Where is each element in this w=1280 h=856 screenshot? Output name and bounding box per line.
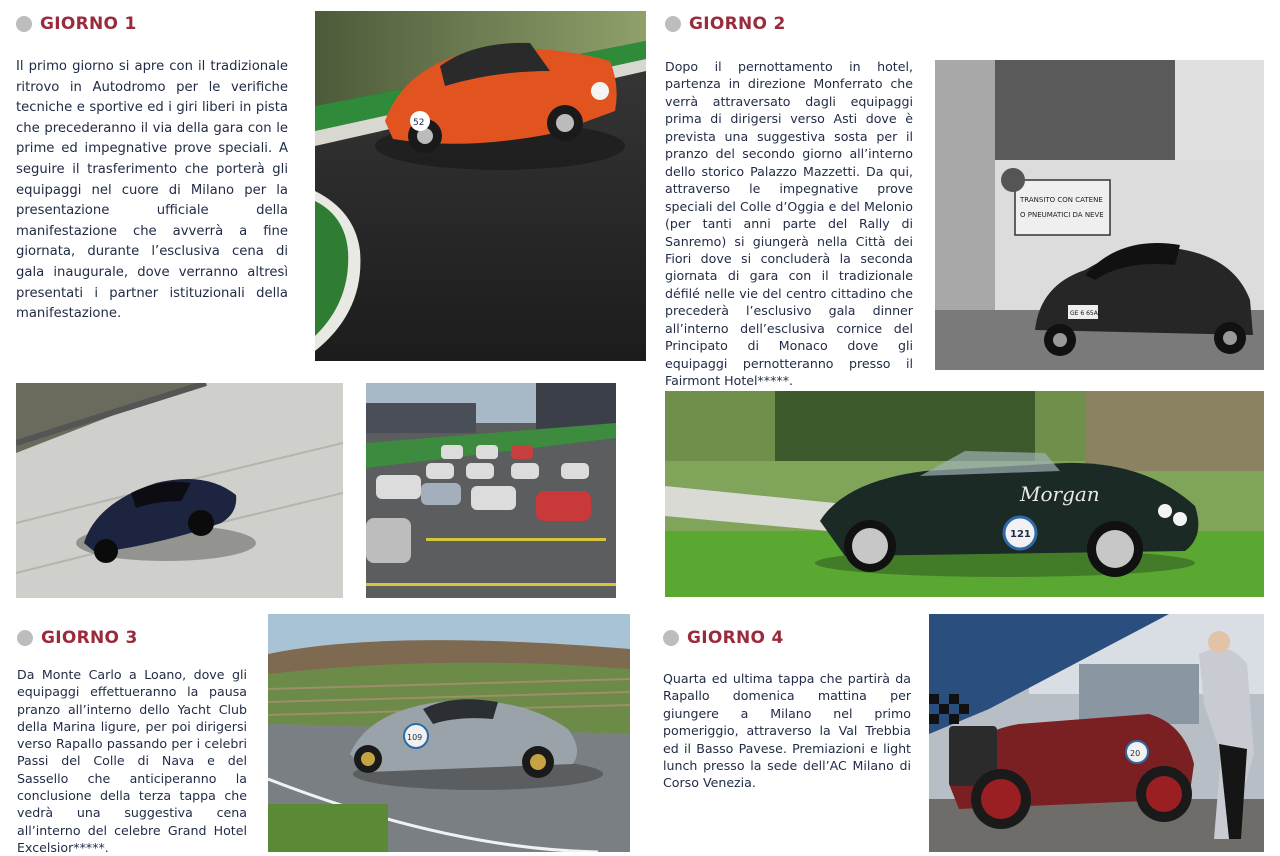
- day3-title: GIORNO 3: [41, 628, 138, 648]
- bullet-dot-icon: [663, 630, 679, 646]
- day3-heading: [17, 628, 138, 648]
- porsche-race-number: 52: [413, 118, 425, 128]
- photo-bw-vintage-convertible: [935, 60, 1264, 370]
- morgan-race-number: 121: [1010, 529, 1031, 540]
- day4-text: Quarta ed ultima tappa che partirà da Rapallo domenica mattina per giungere a Milano nel primo pomeriggio, attraverso la Val Trebbia ed il Basso Pavese. Premiazioni e light lunch presso la sede dell’AC Milano di Corso Venezia.: [663, 671, 911, 791]
- photo-green-morgan-convertible: [665, 391, 1264, 597]
- bullet-dot-icon: [17, 630, 33, 646]
- alfa-race-number: 20: [1130, 749, 1141, 758]
- sign-text-line2: O PNEUMATICI DA NEVE: [1020, 211, 1104, 219]
- photo-red-vintage-alfa-finish: [929, 614, 1264, 852]
- bullet-dot-icon: [665, 16, 681, 32]
- day1-title: GIORNO 1: [40, 14, 137, 34]
- morgan-brand-text: Morgan: [1020, 482, 1100, 506]
- day2-title: GIORNO 2: [689, 14, 786, 34]
- day1-text: Il primo giorno si apre con il tradizionale ritrovo in Autodromo per le verifiche tecniche e sportive ed i giri liberi in pista che precederanno il via della gara con le prime ed impegnative prove speciali. A seguire il trasferimento che porterà gli equipaggi nel cuore di Milano per la presentazione ufficiale della manifestazione che avverrà a fine giornata, durante l’esclusiva cena di gala inaugurale, dove verranno altresì presentati i partner istituzionali della manifestazione.: [16, 59, 288, 322]
- car-plate-text: GE 6 65AL: [1070, 310, 1102, 317]
- carrera-race-number: 109: [407, 733, 423, 742]
- photo-hypercar-banked-curve: [16, 383, 343, 598]
- sign-text-line1: TRANSITO CON CATENE: [1020, 196, 1103, 204]
- day2-heading: [665, 14, 786, 34]
- day1-heading: [16, 14, 137, 34]
- day4-heading: [663, 628, 784, 648]
- photo-silver-carrera-gt: [268, 614, 630, 852]
- day3-text: Da Monte Carlo a Loano, dove gli equipaggi effettueranno la pausa pranzo all’interno dello Yacht Club della Marina ligure, per poi dirigersi verso Rapallo passando per i celebri Passi del Colle di Nava e del Sassello che anticiperanno la conclusione della terza tappa che vedrà una suggestiva cena all’interno del celebre Grand Hotel Excelsior*****.: [17, 667, 247, 855]
- day2-text: Dopo il pernottamento in hotel, partenza in direzione Monferrato che verrà attraversato dagli equipaggi prima di dirigersi verso Asti dove è prevista una suggestiva sosta per il pranzo del secondo giorno all’interno dello storico Palazzo Mazzetti. Da qui, attraverso le impegnative prove speciali del Colle d’Oggia e del Melonio (per tanti anni parte del Rally di Sanremo) si giungerà nella Città dei Fiori dove si concluderà la seconda giornata di gara con il tradizionale défilé nelle vie del centro cittadino che precederà l’esclusivo gala dinner all’interno dell’esclusiva cornice del Principato di Monaco dove gli equipaggi pernotteranno presso il Fairmont Hotel*****.: [665, 59, 913, 389]
- day4-title: GIORNO 4: [687, 628, 784, 648]
- bullet-dot-icon: [16, 16, 32, 32]
- photo-orange-porsche-track: [315, 11, 646, 361]
- photo-classic-cars-grid: [366, 383, 616, 598]
